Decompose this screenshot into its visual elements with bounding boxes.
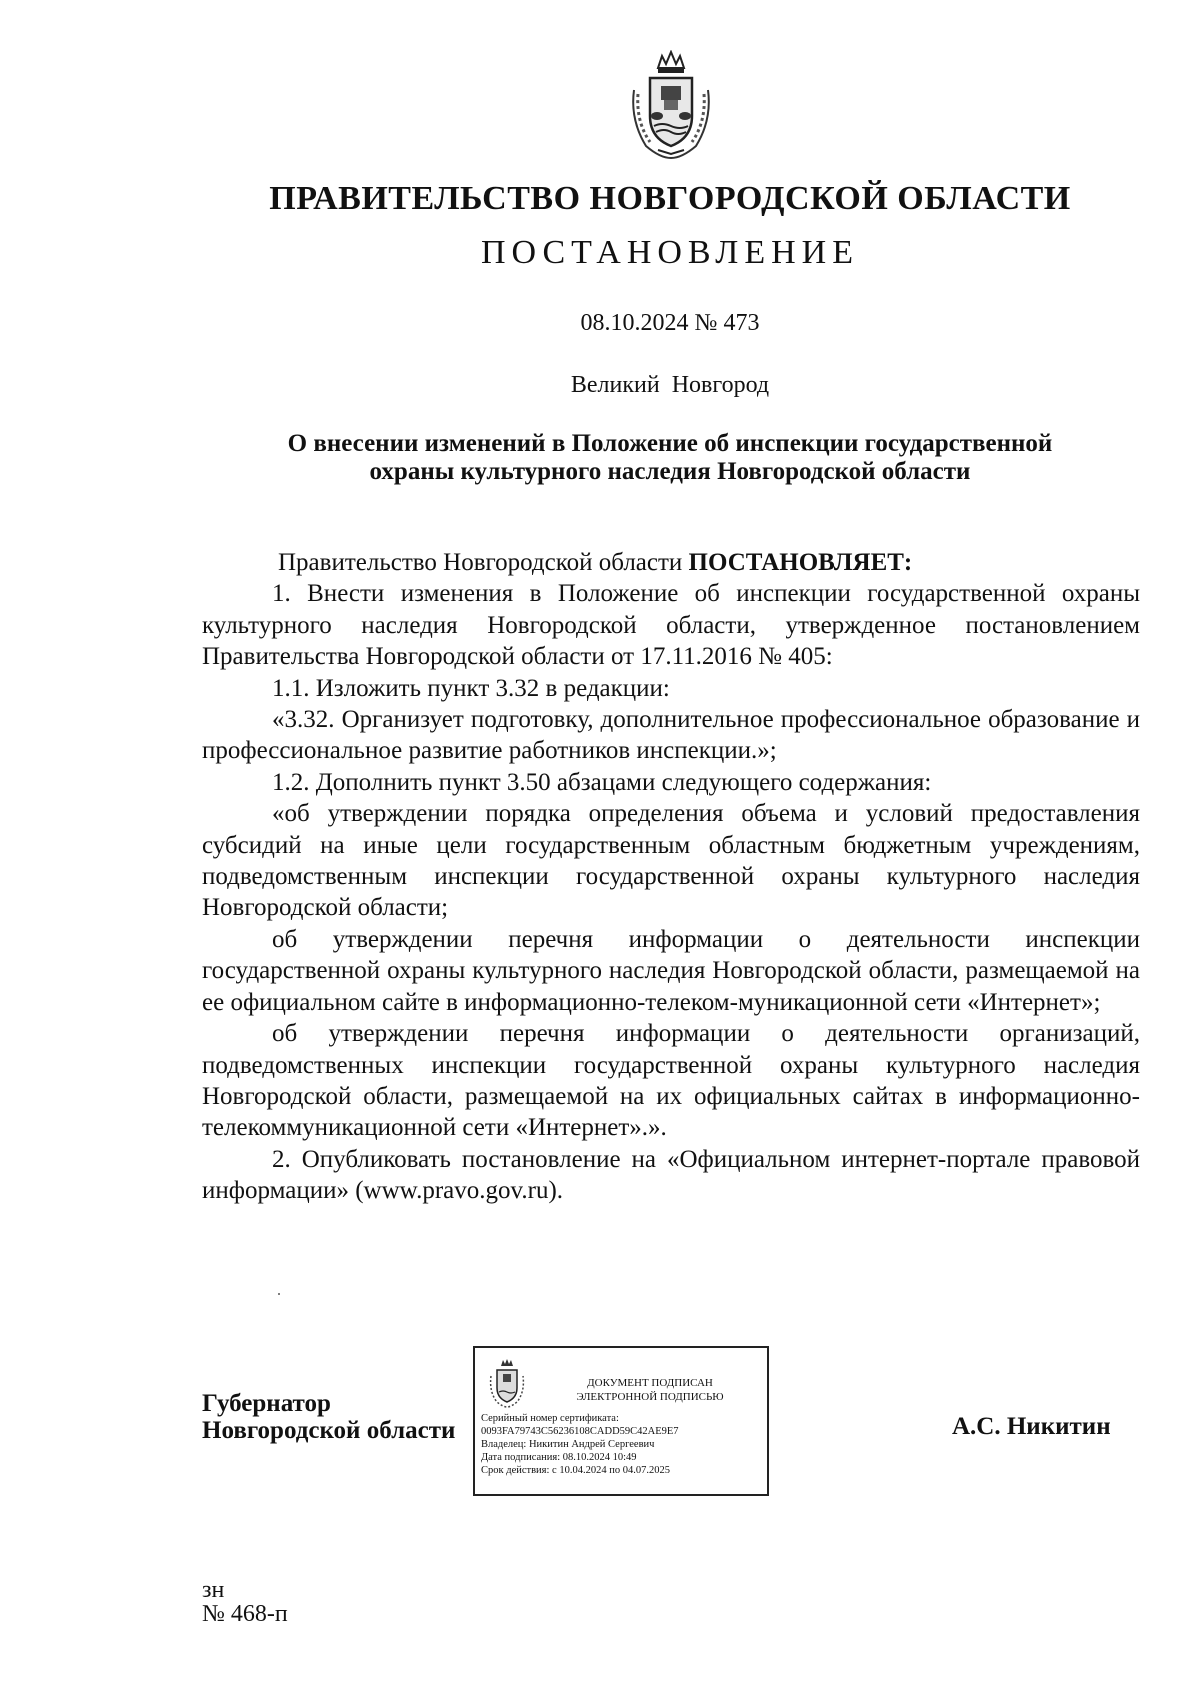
paragraph-inspection-info: об утверждении перечня информации о деятельности инспекции государственной охраны культурного наследия Новгородской области, размещаемой на ее официальном сайте в информационно-телеком-муникационной сети «Интернет»;	[202, 925, 1140, 1016]
document-subject-line-1: О внесении изменений в Положение об инспекции государственной	[287, 430, 1053, 457]
certificate-owner: Владелец: Никитин Андрей Сергеевич	[481, 1439, 655, 1450]
stamp-heading	[545, 1376, 755, 1404]
government-title: ПРАВИТЕЛЬСТВО НОВГОРОДСКОЙ ОБЛАСТИ	[269, 180, 1071, 217]
paragraph-1-1: 1.1. Изложить пункт 3.32 в редакции:	[272, 674, 670, 702]
document-city: Великий Новгород	[570, 372, 770, 398]
paragraph-subsidies: «об утверждении порядка определения объема и условий предоставления субсидий на иные цели государственным областным бюджетным учреждениям, подведомственным инспекции государственной охраны культурного наследия Новгородской области;	[202, 800, 1140, 922]
document-subject-line-2: охраны культурного наследия Новгородской области	[369, 458, 971, 485]
stamp-coat-of-arms-icon	[487, 1358, 527, 1408]
governor-title-line-1: Губернатор	[202, 1390, 331, 1417]
signing-date: Дата подписания: 08.10.2024 10:49	[481, 1452, 637, 1463]
document-date-number: 08.10.2024 № 473	[580, 310, 760, 336]
paragraph-2-publish: 2. Опубликовать постановление на «Официальном интернет-портале правовой информации» (www.pravo.gov.ru).	[202, 1145, 1140, 1205]
signer-name: А.С. Никитин	[952, 1413, 1111, 1440]
intro-text: Правительство Новгородской области	[278, 549, 689, 576]
coat-of-arms-icon	[628, 50, 714, 160]
document-subject	[200, 430, 1140, 486]
certificate-label: Серийный номер сертификата:	[481, 1413, 619, 1424]
certificate-validity: Срок действия: с 10.04.2024 по 04.07.2025	[481, 1465, 670, 1476]
document-body	[202, 547, 1140, 1207]
registration-number: № 468-п	[202, 1601, 288, 1627]
governor-title	[202, 1390, 455, 1444]
executor-block	[202, 1578, 288, 1626]
stamp-heading-line-1: ДОКУМЕНТ ПОДПИСАН	[587, 1377, 713, 1389]
paragraph-organizations-info: об утверждении перечня информации о деятельности организаций, подведомственных инспекции государственной охраны культурного наследия Новгородской области, размещаемой на их официальных сайтах в информационно-телекоммуникационной сети «Интернет».».	[202, 1020, 1140, 1142]
stamp-details	[481, 1412, 769, 1477]
electronic-signature-stamp	[473, 1346, 769, 1496]
resolution-intro	[202, 547, 1140, 578]
stray-dot	[278, 1293, 280, 1295]
paragraph-1-2: 1.2. Дополнить пункт 3.50 абзацами следующего содержания:	[272, 768, 932, 796]
certificate-serial: 0093FA79743C56236108CADD59C42AE9E7	[481, 1426, 679, 1437]
stamp-heading-line-2: ЭЛЕКТРОННОЙ ПОДПИСЬЮ	[576, 1391, 724, 1403]
governor-title-line-2: Новгородской области	[202, 1417, 456, 1444]
document-type: ПОСТАНОВЛЕНИЕ	[480, 234, 860, 271]
paragraph-3-32-text: «3.32. Организует подготовку, дополнительное профессиональное образование и профессиональное развитие работников инспекции.»;	[202, 706, 1140, 765]
executor-initials: зн	[202, 1577, 225, 1603]
paragraph-1: 1. Внести изменения в Положение об инспекции государственной охраны культурного наследия Новгородской области, утвержденное постановлением Правительства Новгородской области от 17.11.2016 № 405:	[202, 580, 1140, 671]
intro-decree-word: ПОСТАНОВЛЯЕТ:	[688, 549, 913, 576]
